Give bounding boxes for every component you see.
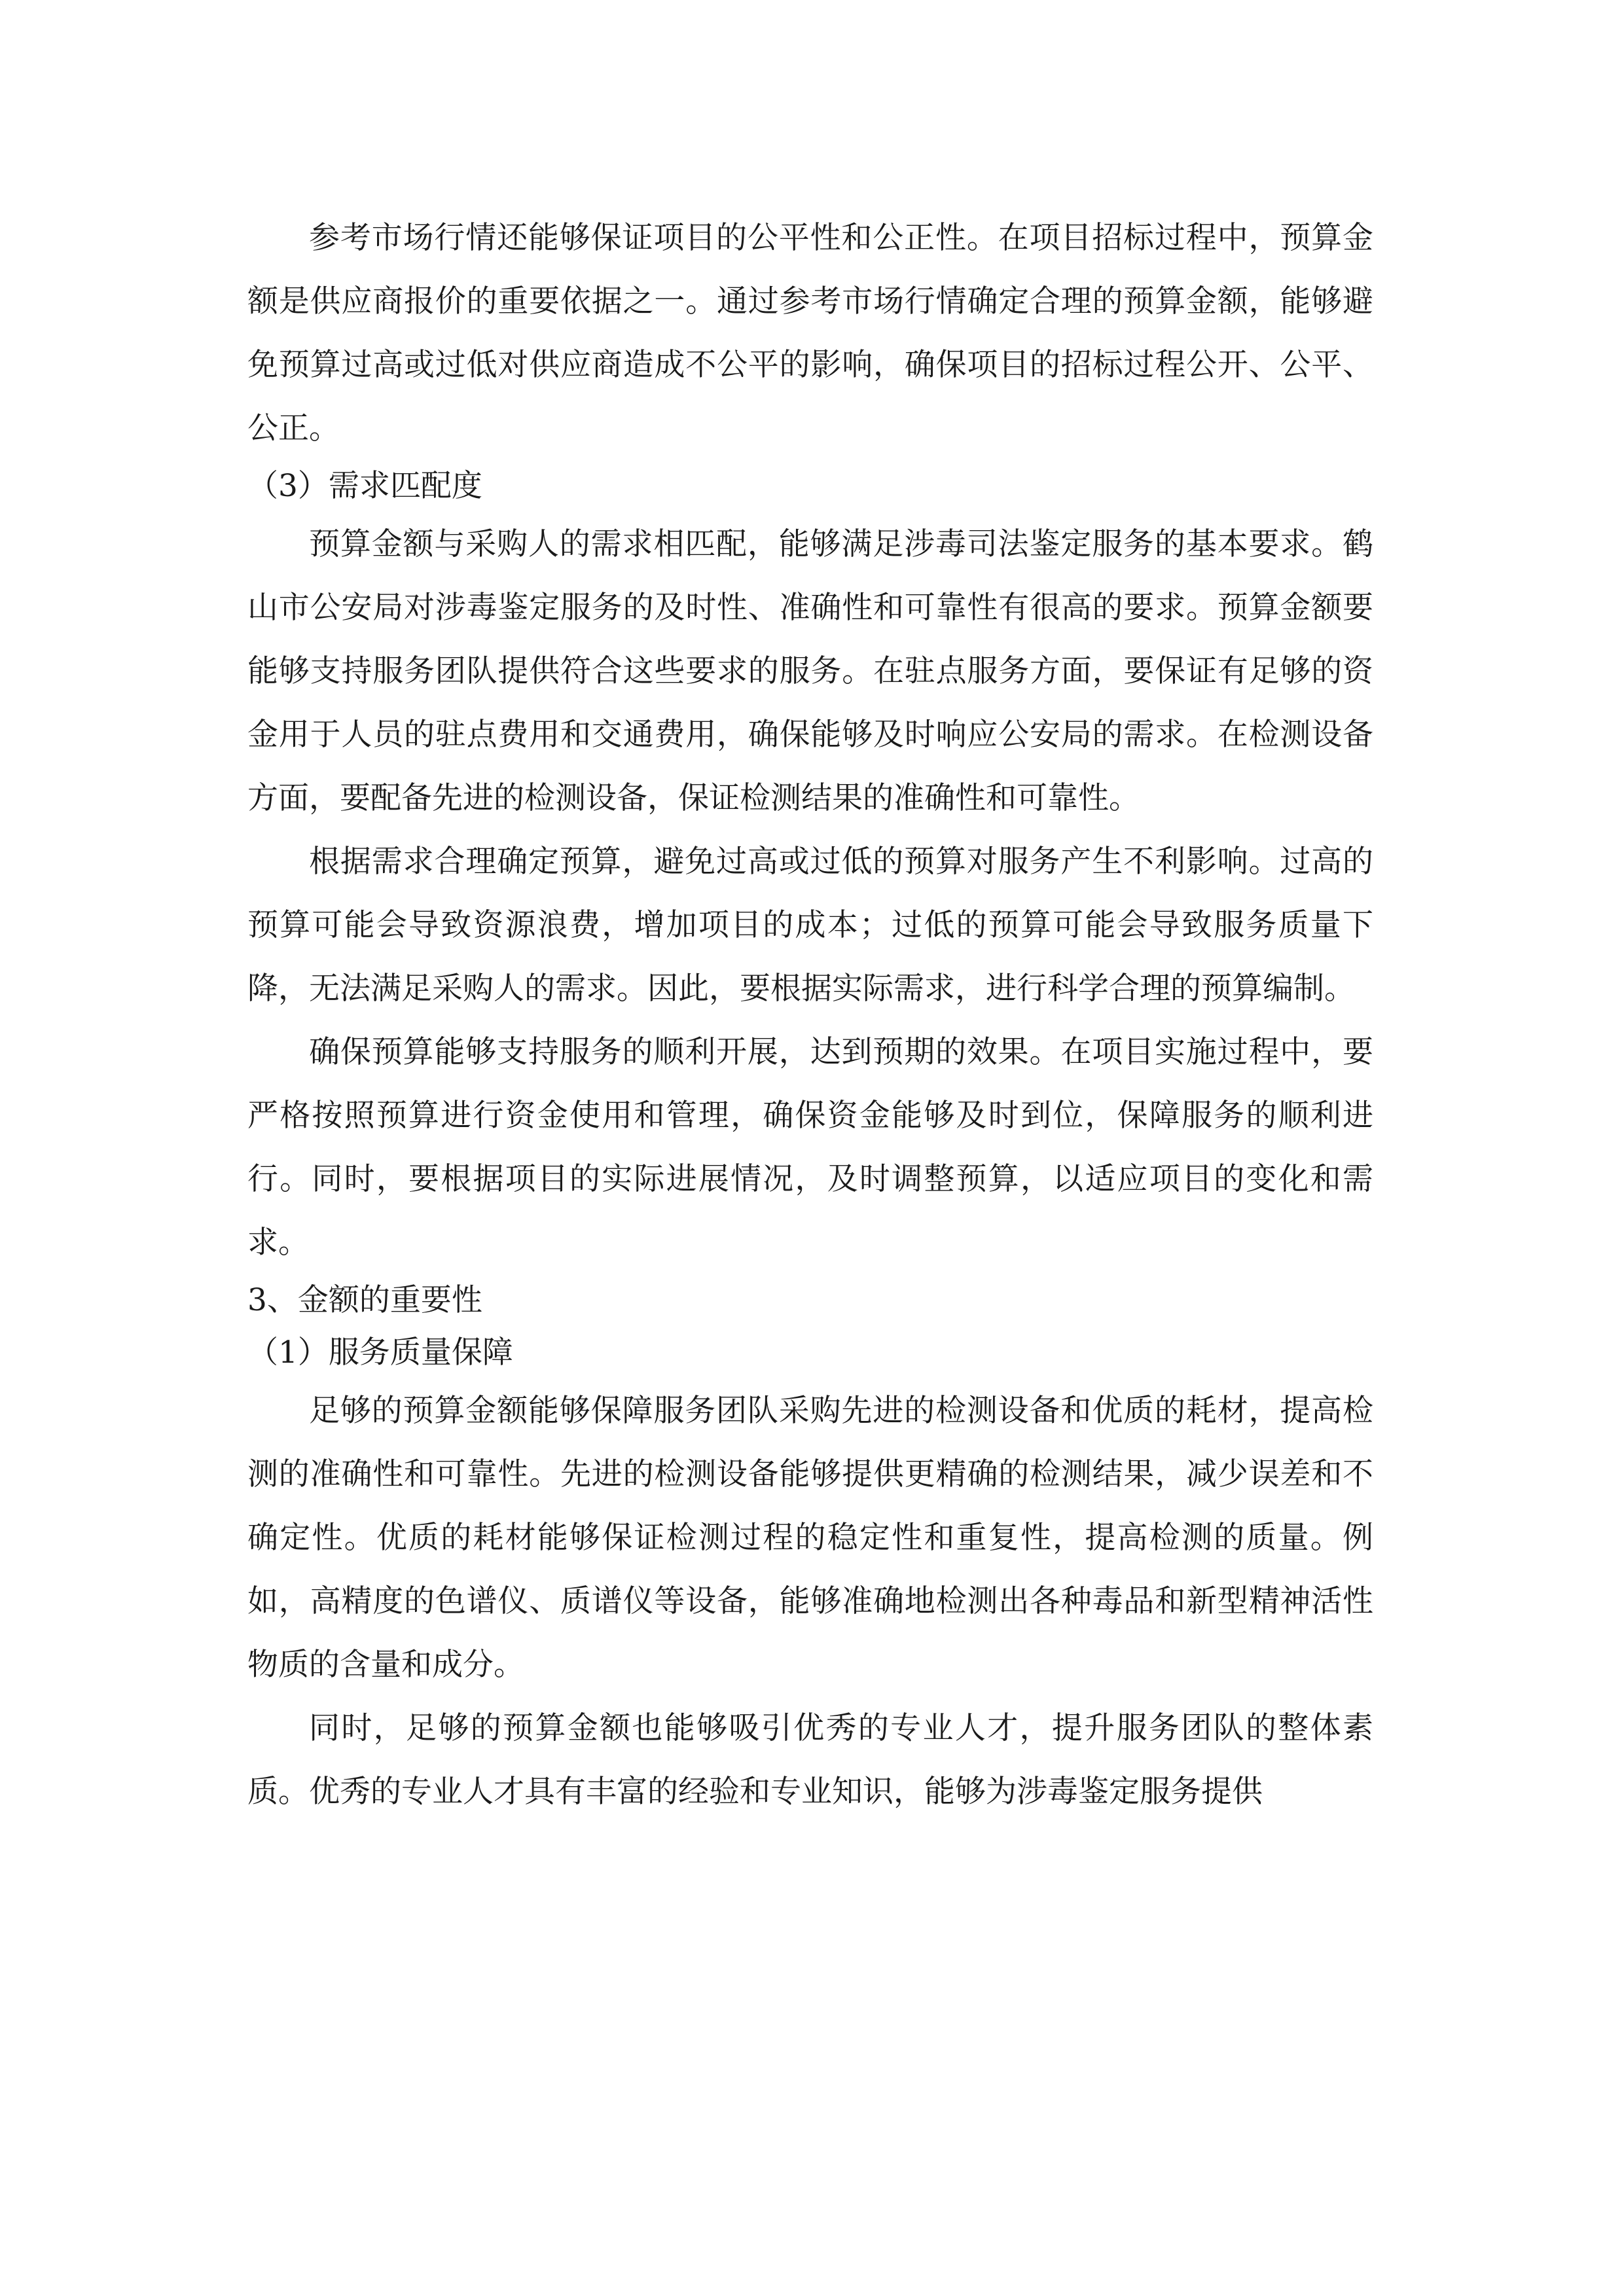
paragraph-market-fairness: 参考市场行情还能够保证项目的公平性和公正性。在项目招标过程中，预算金额是供应商报价的重要依据之一。通过参考市场行情确定合理的预算金额，能够避免预算过高或过低对供应商造成不公平的影响，确保项目的招标过程公开、公平、公正。 <box>247 220 1373 446</box>
section-heading-quality-assurance: （1）服务质量保障 <box>247 1335 513 1371</box>
paragraph-demand-match: 预算金额与采购人的需求相匹配，能够满足涉毒司法鉴定服务的基本要求。鹤山市公安局对涉毒鉴定服务的及时性、准确性和可靠性有很高的要求。预算金额要能够支持服务团队提供符合这些要求的服务。在驻点服务方面，要保证有足够的资金用于人员的驻点费用和交通费用，确保能够及时响应公安局的需求。在检测设备方面，要配备先进的检测设备，保证检测结果的准确性和可靠性。 <box>247 526 1373 816</box>
paragraph-budget-support: 确保预算能够支持服务的顺利开展，达到预期的效果。在项目实施过程中，要严格按照预算进行资金使用和管理，确保资金能够及时到位，保障服务的顺利进行。同时，要根据项目的实际进展情况，及时调整预算，以适应项目的变化和需求。 <box>247 1034 1373 1261</box>
paragraph-equipment-quality: 足够的预算金额能够保障服务团队采购先进的检测设备和优质的耗材，提高检测的准确性和可靠性。先进的检测设备能够提供更精确的检测结果，减少误差和不确定性。优质的耗材能够保证检测过程的稳定性和重复性，提高检测的质量。例如，高精度的色谱仪、质谱仪等设备，能够准确地检测出各种毒品和新型精神活性物质的含量和成分。 <box>247 1393 1373 1683</box>
document-body <box>247 206 1373 1823</box>
section-heading-amount-importance: 3、金额的重要性 <box>247 1282 482 1318</box>
paragraph-talent: 同时，足够的预算金额也能够吸引优秀的专业人才，提升服务团队的整体素质。优秀的专业人才具有丰富的经验和专业知识，能够为涉毒鉴定服务提供 <box>247 1710 1373 1810</box>
paragraph-reasonable-budget: 根据需求合理确定预算，避免过高或过低的预算对服务产生不利影响。过高的预算可能会导致资源浪费，增加项目的成本；过低的预算可能会导致服务质量下降，无法满足采购人的需求。因此，要根据实际需求，进行科学合理的预算编制。 <box>247 844 1373 1007</box>
section-heading-demand-match: （3）需求匹配度 <box>247 468 482 504</box>
